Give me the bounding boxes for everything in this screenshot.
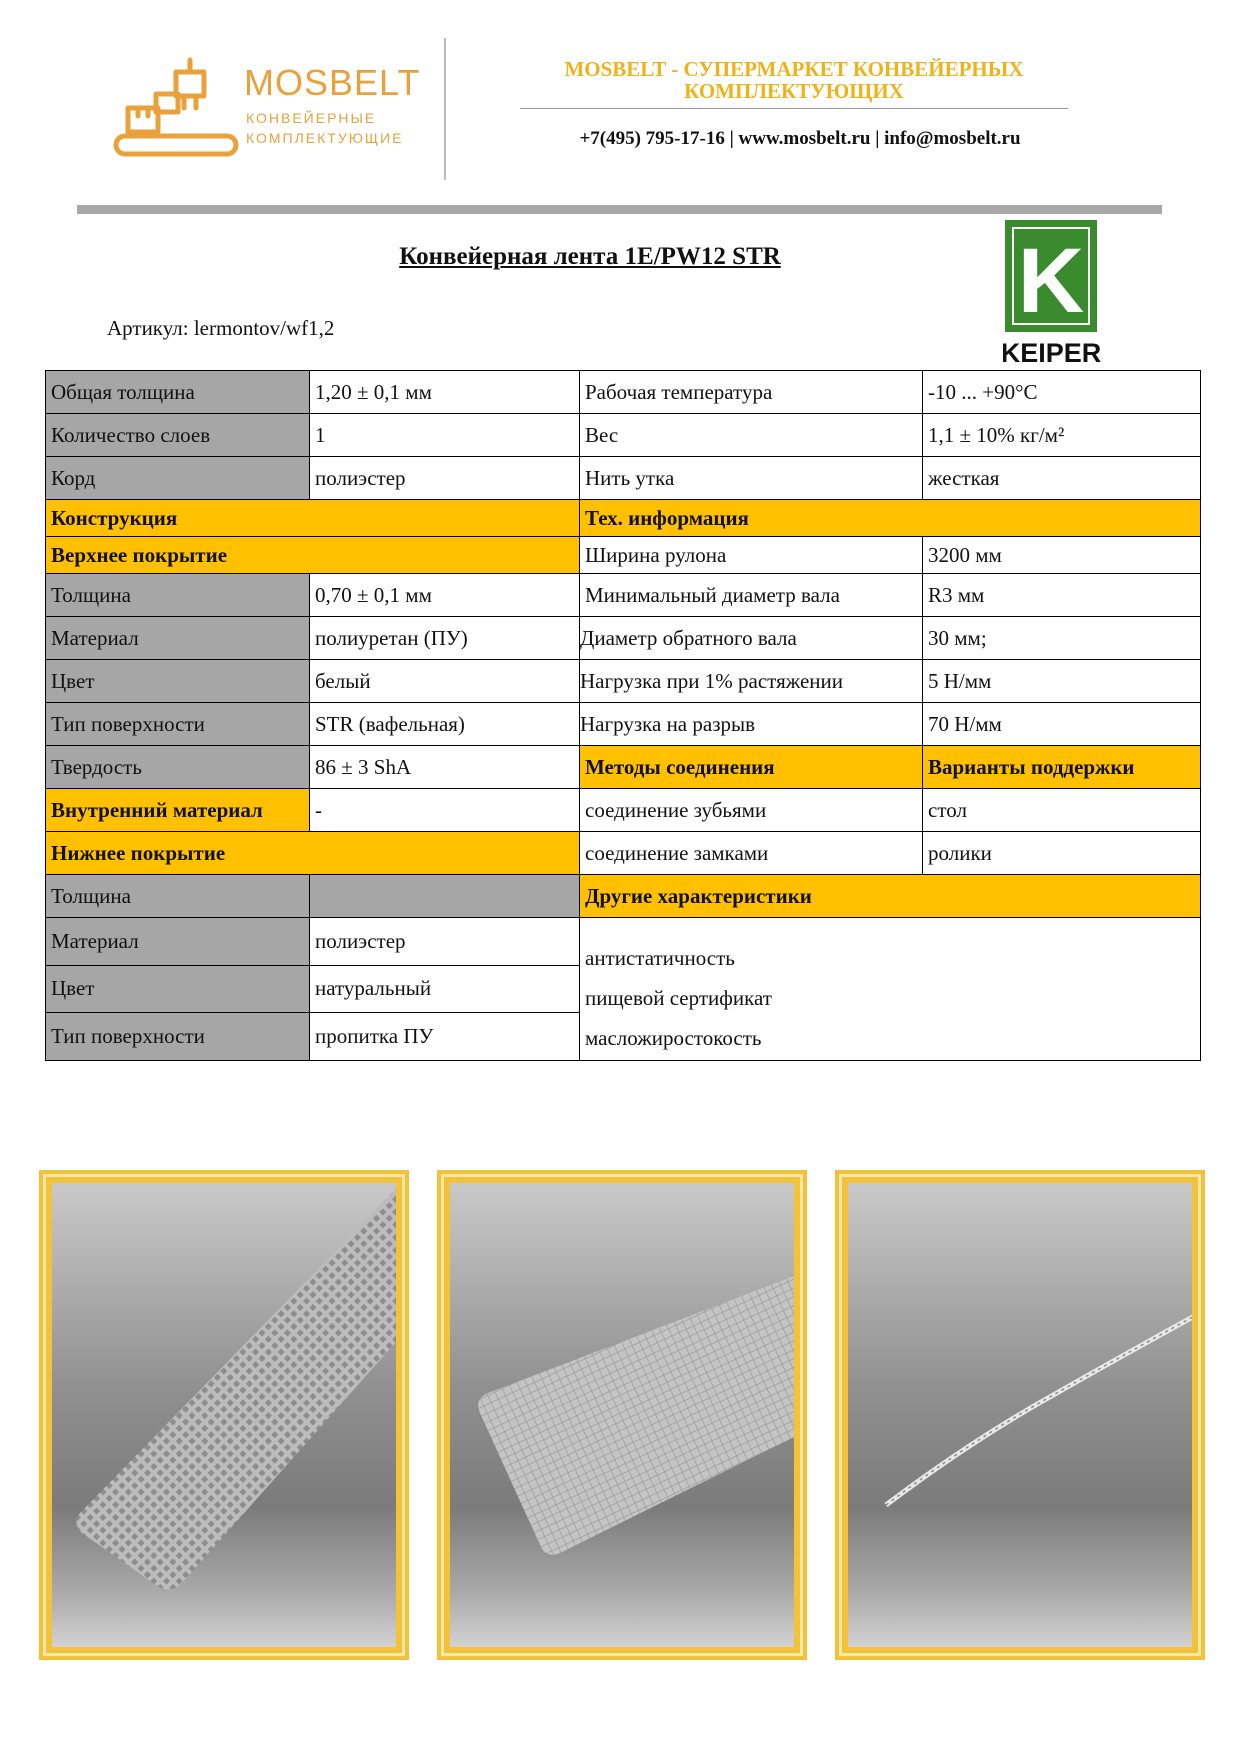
table-cell: Минимальный диаметр вала bbox=[580, 574, 923, 617]
section-header-support-options: Варианты поддержки bbox=[923, 746, 1201, 789]
section-header-other: Другие характеристики bbox=[580, 875, 1201, 918]
photo-bottom-surface bbox=[437, 1170, 807, 1660]
table-cell: Тип поверхности bbox=[46, 1013, 310, 1061]
mosbelt-logo bbox=[112, 52, 421, 162]
table-cell: жесткая bbox=[923, 457, 1201, 500]
table-cell: стол bbox=[923, 789, 1201, 832]
table-cell: Вес bbox=[580, 414, 923, 457]
section-header-tech-info: Тех. информация bbox=[580, 500, 1201, 537]
table-cell: 5 Н/мм bbox=[923, 660, 1201, 703]
logo-name: MOSBELT bbox=[244, 62, 421, 103]
table-cell: полиэстер bbox=[310, 457, 580, 500]
table-row bbox=[46, 537, 1201, 574]
list-item: масложиростокость bbox=[585, 1026, 762, 1050]
table-row bbox=[46, 746, 1201, 789]
table-cell: R3 мм bbox=[923, 574, 1201, 617]
table-cell: - bbox=[310, 789, 580, 832]
table-cell: полиуретан (ПУ) bbox=[310, 617, 580, 660]
table-cell: 86 ± 3 ShA bbox=[310, 746, 580, 789]
contacts-line: +7(495) 795-17-16 | www.mosbelt.ru | info@mosbelt.ru bbox=[579, 128, 1021, 149]
table-cell: Материал bbox=[46, 617, 310, 660]
table-row bbox=[46, 457, 1201, 500]
keiper-name: KEIPER bbox=[1003, 338, 1101, 366]
table-cell: Цвет bbox=[46, 965, 310, 1013]
table-row bbox=[46, 371, 1201, 414]
table-cell: белый bbox=[310, 660, 580, 703]
table-cell: 30 мм; bbox=[923, 617, 1201, 660]
table-row bbox=[46, 789, 1201, 832]
header-rule bbox=[77, 205, 1162, 214]
header-divider bbox=[444, 38, 446, 180]
table-row bbox=[46, 574, 1201, 617]
table-cell: Цвет bbox=[46, 660, 310, 703]
table-cell: Нагрузка на разрыв bbox=[580, 703, 923, 746]
section-header-inner-material: Внутренний материал bbox=[46, 789, 310, 832]
table-row bbox=[46, 832, 1201, 875]
table-cell: Диаметр обратного вала bbox=[580, 617, 923, 660]
list-item: пищевой сертификат bbox=[585, 986, 772, 1010]
table-row bbox=[46, 414, 1201, 457]
table-cell: 1 bbox=[310, 414, 580, 457]
section-header-construction: Конструкция bbox=[46, 500, 580, 537]
table-cell: натуральный bbox=[310, 965, 580, 1013]
page-title: Конвейерная лента 1E/PW12 STR bbox=[399, 243, 781, 270]
table-cell: соединение замками bbox=[580, 832, 923, 875]
table-cell: полиэстер bbox=[310, 918, 580, 966]
table-cell: 70 Н/мм bbox=[923, 703, 1201, 746]
table-row bbox=[46, 918, 1201, 966]
table-cell: Корд bbox=[46, 457, 310, 500]
other-characteristics bbox=[580, 918, 1201, 1061]
logo-subtitle-1: КОНВЕЙЕРНЫЕ bbox=[246, 110, 377, 126]
table-cell: Толщина bbox=[46, 574, 310, 617]
conveyor-logo-icon bbox=[112, 52, 242, 162]
table-cell: Нагрузка при 1% растяжении bbox=[580, 660, 923, 703]
table-cell bbox=[310, 875, 580, 918]
table-cell: пропитка ПУ bbox=[310, 1013, 580, 1061]
table-cell: Нить утка bbox=[580, 457, 923, 500]
table-cell: соединение зубьями bbox=[580, 789, 923, 832]
slogan-line-1: MOSBELT - СУПЕРМАРКЕТ КОНВЕЙЕРНЫХ bbox=[564, 57, 1024, 81]
keiper-letter: K bbox=[1017, 230, 1085, 332]
table-cell: Общая толщина bbox=[46, 371, 310, 414]
slogan-line-2: КОМПЛЕКТУЮЩИХ bbox=[684, 79, 904, 103]
table-cell: Толщина bbox=[46, 875, 310, 918]
article-number: Артикул: lermontov/wf1,2 bbox=[107, 316, 335, 340]
logo-subtitle-2: КОМПЛЕКТУЮЩИЕ bbox=[246, 130, 404, 146]
table-cell: Материал bbox=[46, 918, 310, 966]
table-cell: Ширина рулона bbox=[580, 537, 923, 574]
table-row bbox=[46, 500, 1201, 537]
section-header-joining-methods: Методы соединения bbox=[580, 746, 923, 789]
table-cell: 1,1 ± 10% кг/м² bbox=[923, 414, 1201, 457]
table-cell: ролики bbox=[923, 832, 1201, 875]
photo-belt-profile bbox=[835, 1170, 1205, 1660]
table-row bbox=[46, 703, 1201, 746]
table-cell: Тип поверхности bbox=[46, 703, 310, 746]
table-row bbox=[46, 875, 1201, 918]
table-cell: 1,20 ± 0,1 мм bbox=[310, 371, 580, 414]
list-item: антистатичность bbox=[585, 946, 735, 970]
section-header-bottom-cover: Нижнее покрытие bbox=[46, 832, 580, 875]
table-cell: STR (вафельная) bbox=[310, 703, 580, 746]
slogan-underline bbox=[520, 108, 1068, 109]
table-row bbox=[46, 617, 1201, 660]
table-cell: 3200 мм bbox=[923, 537, 1201, 574]
table-cell: Твердость bbox=[46, 746, 310, 789]
table-cell: Количество слоев bbox=[46, 414, 310, 457]
photo-top-surface bbox=[39, 1170, 409, 1660]
table-cell: 0,70 ± 0,1 мм bbox=[310, 574, 580, 617]
table-cell: Рабочая температура bbox=[580, 371, 923, 414]
section-header-top-cover: Верхнее покрытие bbox=[46, 537, 580, 574]
header-slogan bbox=[520, 58, 1068, 102]
spec-table bbox=[45, 370, 1201, 1061]
table-cell: -10 ... +90°C bbox=[923, 371, 1201, 414]
table-row bbox=[46, 660, 1201, 703]
keiper-logo bbox=[1003, 220, 1101, 366]
